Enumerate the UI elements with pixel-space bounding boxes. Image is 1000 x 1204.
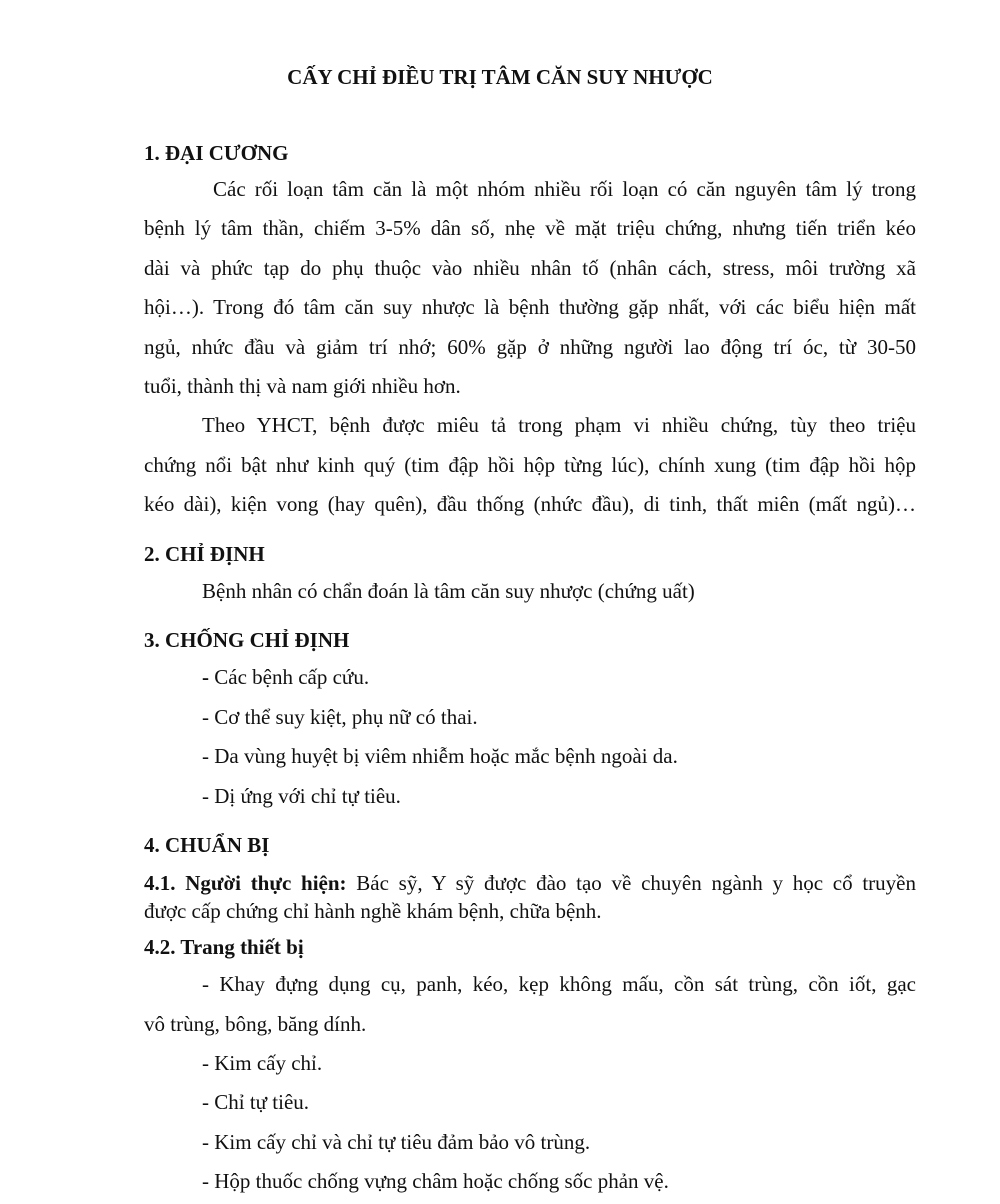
list-item: - Kim cấy chỉ và chỉ tự tiêu đảm bảo vô trùng.: [202, 1130, 591, 1154]
list-item: - Cơ thể suy kiệt, phụ nữ có thai.: [202, 705, 478, 729]
list-item: - Da vùng huyệt bị viêm nhiễm hoặc mắc bệnh ngoài da.: [202, 744, 678, 768]
list-item: - Kim cấy chỉ.: [202, 1051, 323, 1075]
section-heading-dai-cuong: 1. ĐẠI CƯƠNG: [144, 141, 289, 165]
list-item: - Các bệnh cấp cứu.: [202, 665, 370, 689]
paragraph-line: kéo dài), kiện vong (hay quên), đầu thống (nhức đầu), di tinh, thất miên (mất ngủ)…: [144, 492, 916, 516]
list-item: - Chỉ tự tiêu.: [202, 1090, 310, 1114]
section-heading-chuan-bi: 4. CHUẨN BỊ: [144, 833, 270, 857]
paragraph-line: tuổi, thành thị và nam giới nhiều hơn.: [144, 374, 461, 398]
paragraph-line: ngủ, nhức đầu và giảm trí nhớ; 60% gặp ở những người lao động trí óc, từ 30-50: [144, 335, 916, 359]
paragraph-line: Theo YHCT, bệnh được miêu tả trong phạm vi nhiều chứng, tùy theo triệu: [202, 413, 916, 437]
paragraph-line: dài và phức tạp do phụ thuộc vào nhiều nhân tố (nhân cách, stress, môi trường xã: [144, 256, 916, 280]
section-heading-chi-dinh: 2. CHỈ ĐỊNH: [144, 542, 265, 566]
list-item: - Khay đựng dụng cụ, panh, kéo, kẹp không mấu, cồn sát trùng, cồn iốt, gạc: [202, 972, 916, 996]
paragraph-line: bệnh lý tâm thần, chiếm 3-5% dân số, nhẹ về mặt triệu chứng, nhưng tiến triển kéo: [144, 216, 916, 240]
section-heading-chong-chi-dinh: 3. CHỐNG CHỈ ĐỊNH: [144, 628, 350, 652]
paragraph-line: 4.1. Người thực hiện: Bác sỹ, Y sỹ được đào tạo về chuyên ngành y học cổ truyền: [144, 871, 916, 895]
paragraph-line: hội…). Trong đó tâm căn suy nhược là bệnh thường gặp nhất, với các biểu hiện mất: [144, 295, 916, 319]
paragraph-line: Các rối loạn tâm căn là một nhóm nhiều rối loạn có căn nguyên tâm lý trong: [213, 177, 916, 201]
subsection-label: 4.1. Người thực hiện:: [144, 871, 347, 895]
paragraph-line: được cấp chứng chỉ hành nghề khám bệnh, chữa bệnh.: [144, 899, 602, 923]
indication-text: Bệnh nhân có chẩn đoán là tâm căn suy nhược (chứng uất): [202, 579, 695, 603]
list-item: - Dị ứng với chỉ tự tiêu.: [202, 784, 401, 808]
subsection-heading-trang-thiet-bi: 4.2. Trang thiết bị: [144, 935, 304, 959]
list-item: - Hộp thuốc chống vựng châm hoặc chống sốc phản vệ.: [202, 1169, 669, 1193]
document-title: CẤY CHỈ ĐIỀU TRỊ TÂM CĂN SUY NHƯỢC: [287, 65, 713, 89]
list-item-continuation: vô trùng, bông, băng dính.: [144, 1012, 367, 1036]
paragraph-line: chứng nổi bật như kinh quý (tim đập hồi hộp từng lúc), chính xung (tim đập hồi hộp: [144, 453, 916, 477]
